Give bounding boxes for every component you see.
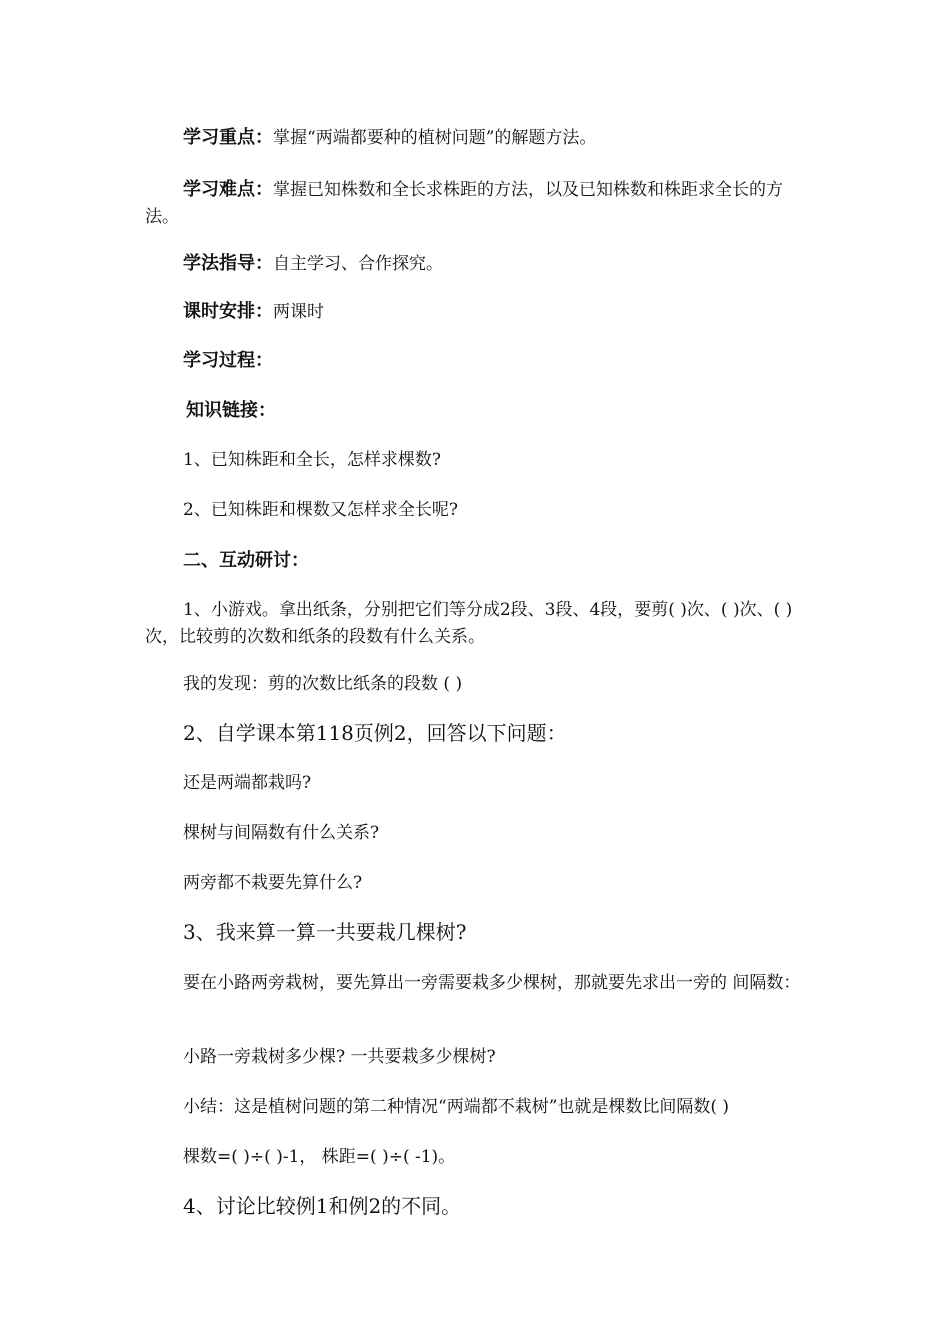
key-point-text: 掌握“两端都要种的植树问题”的解题方法。 <box>273 128 597 148</box>
finding-paragraph: 我的发现：剪的次数比纸条的段数 ( ) <box>183 674 463 694</box>
question-1: 还是两端都栽吗? <box>183 773 312 793</box>
method-text: 自主学习、合作探究。 <box>273 254 443 274</box>
key-point-label: 学习重点： <box>183 127 273 148</box>
interactive-heading: 二、互动研讨： <box>183 550 309 571</box>
schedule-text: 两课时 <box>273 302 324 322</box>
self-study-paragraph: 2、自学课本第118页例2，回答以下问题： <box>183 721 567 745</box>
discuss-paragraph: 4、讨论比较例1和例2的不同。 <box>183 1194 462 1218</box>
formula-paragraph: 棵数=( )÷( )-1， 株距=( )÷( -1)。 <box>183 1147 456 1167</box>
calc-title: 3、我来算一算一共要栽几棵树? <box>183 920 467 944</box>
question-3: 两旁都不栽要先算什么? <box>183 873 363 893</box>
question-2: 棵树与间隔数有什么关系? <box>183 823 380 843</box>
difficulty <box>145 176 810 231</box>
calc-question: 小路一旁栽树多少棵? 一共要栽多少棵树? <box>183 1047 496 1067</box>
schedule-label: 课时安排： <box>183 301 273 322</box>
key-point <box>145 124 810 152</box>
difficulty-label: 学习难点： <box>183 179 273 200</box>
process-heading: 学习过程： <box>183 350 273 371</box>
knowledge-item-1: 1、已知株距和全长，怎样求棵数? <box>183 450 441 470</box>
schedule <box>145 298 810 326</box>
calc-description: 要在小路两旁栽树，要先算出一旁需要栽多少棵树，那就要先求出一旁的 间隔数： <box>183 973 801 993</box>
difficulty-text: 掌握已知株数和全长求株距的方法，以及已知株数和株距求全长的方法。 <box>145 180 783 227</box>
knowledge-item-2: 2、已知株距和棵数又怎样求全长呢? <box>183 500 458 520</box>
knowledge-heading: 知识链接： <box>186 400 276 421</box>
summary-paragraph: 小结：这是植树问题的第二种情况“两端都不栽树”也就是棵数比间隔数( ) <box>183 1097 730 1117</box>
method-label: 学法指导： <box>183 253 273 274</box>
method <box>145 250 810 278</box>
game-paragraph: 1、小游戏。拿出纸条，分别把它们等分成2段、3段、4段，要剪( )次、( )次、( )次，比较剪的次数和纸条的段数有什么关系。 <box>145 600 793 647</box>
